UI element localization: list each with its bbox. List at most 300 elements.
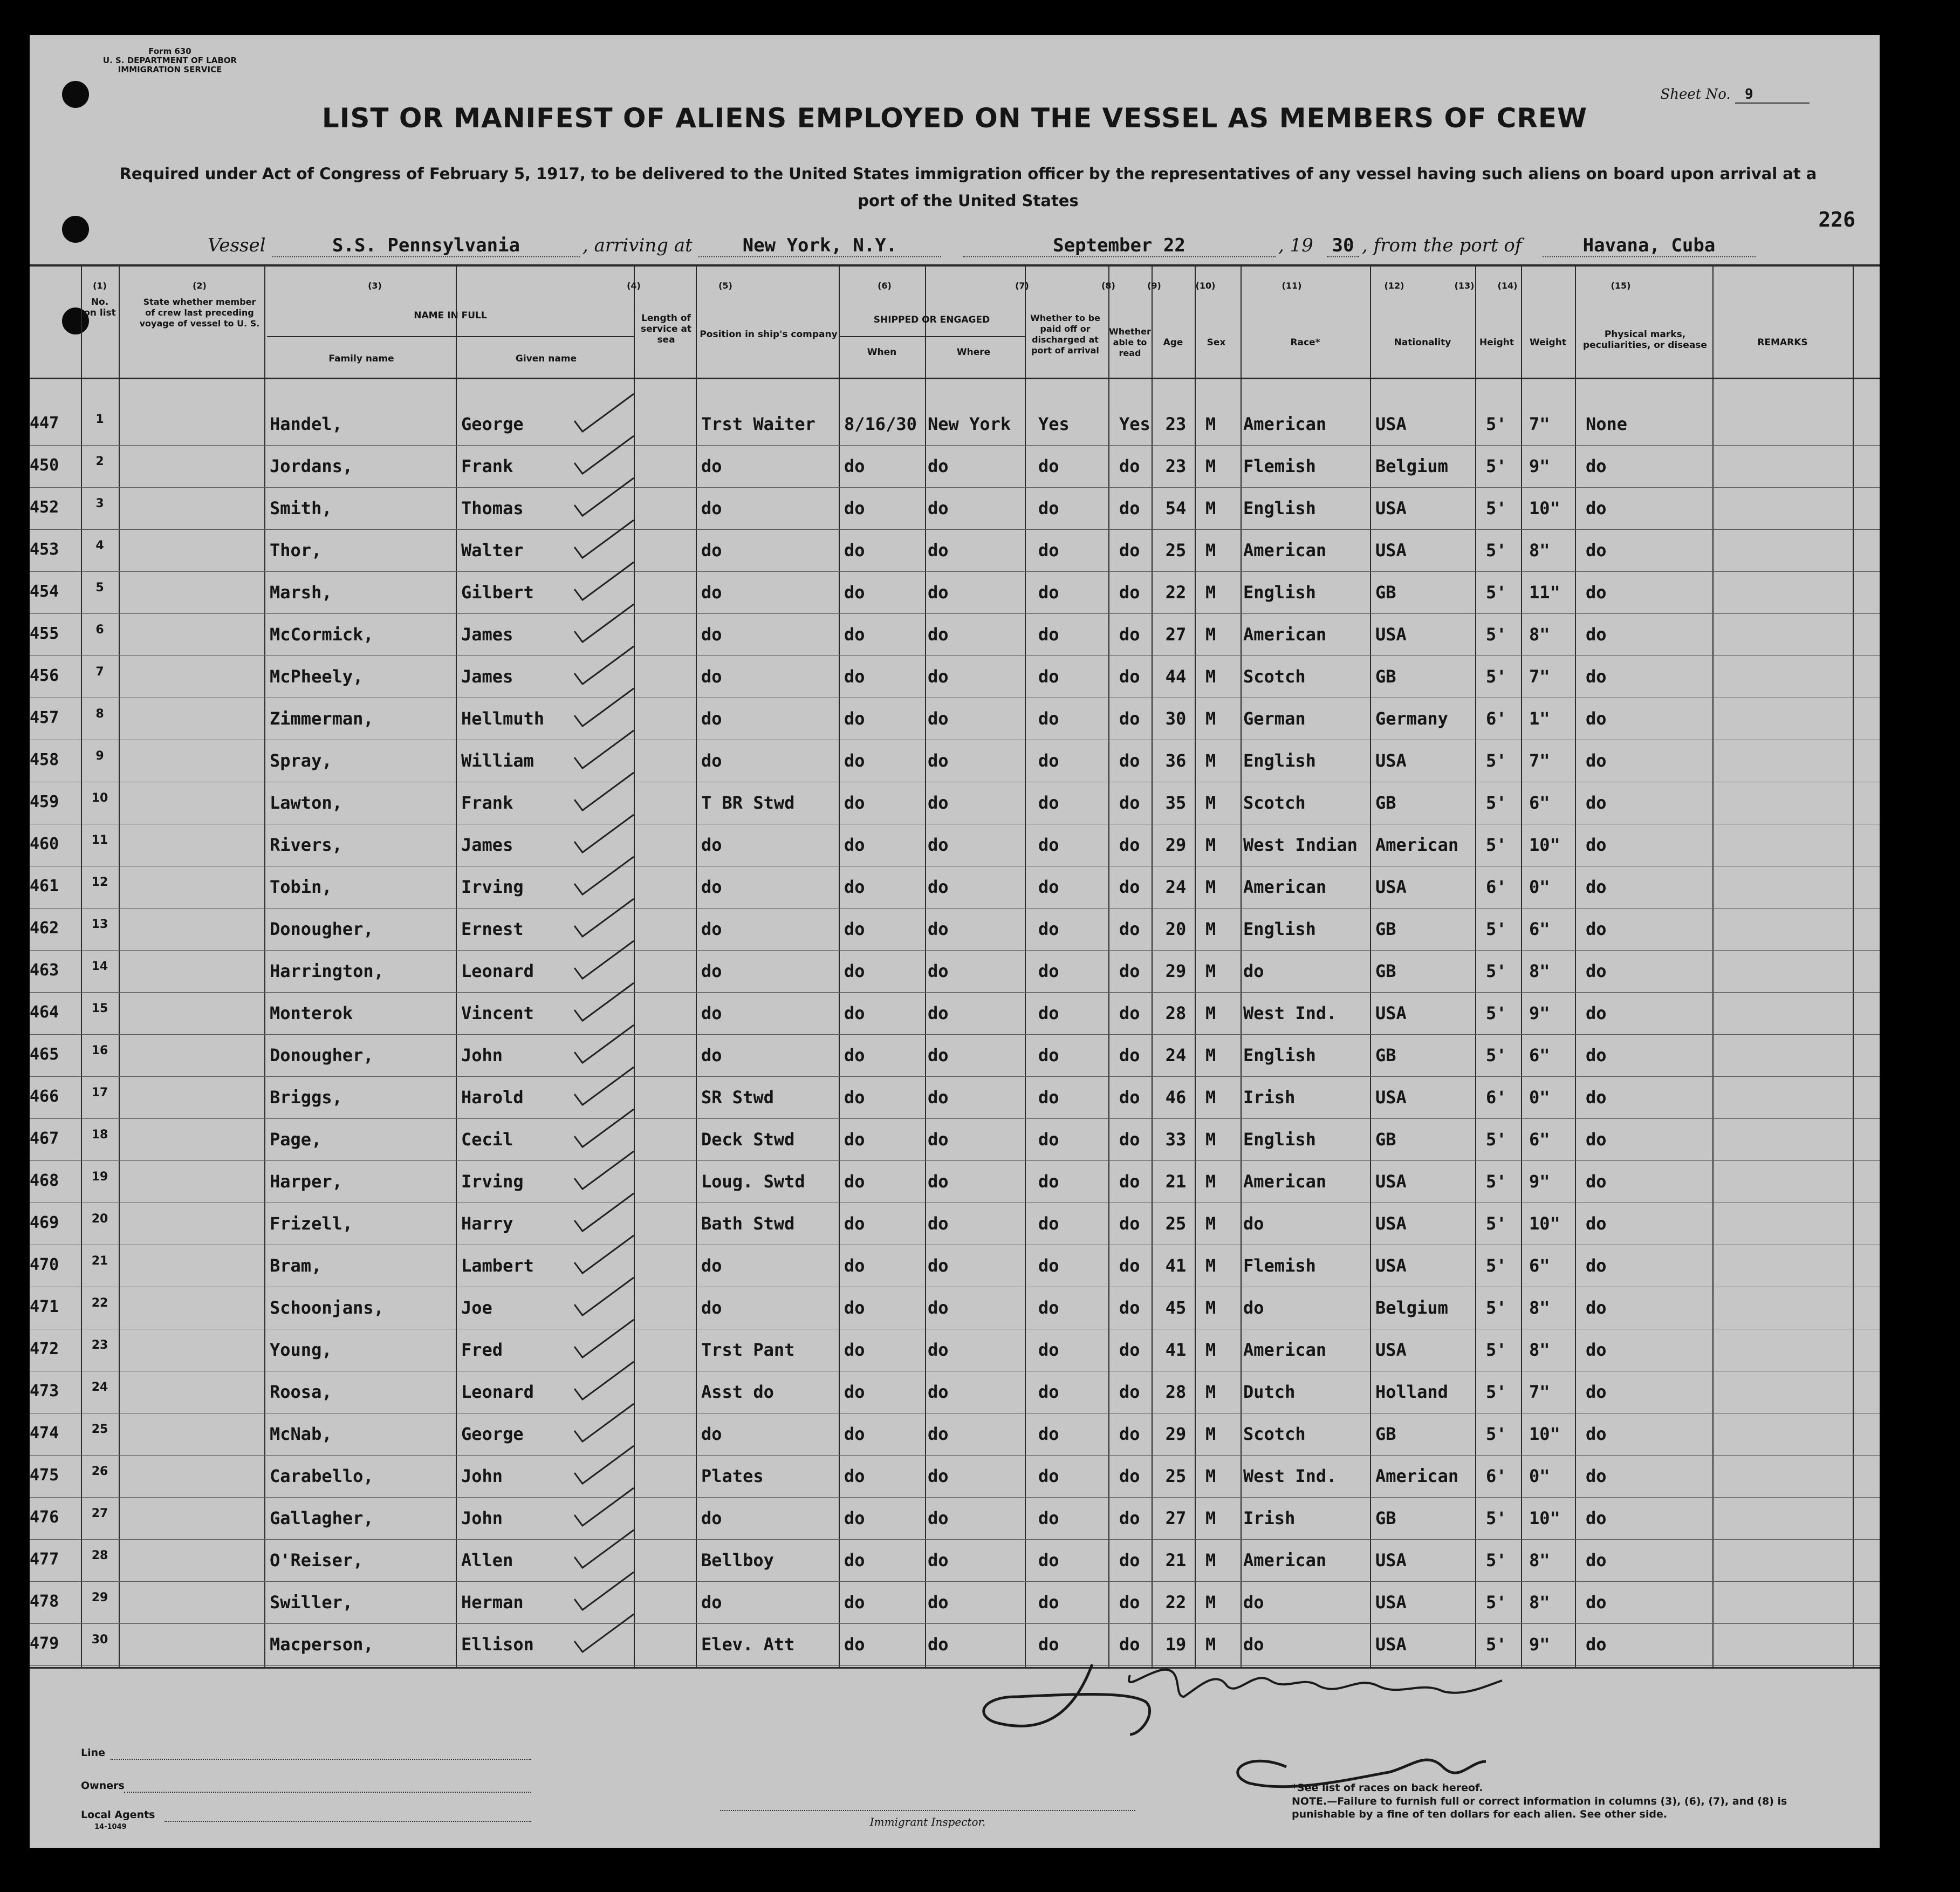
margin-number: 460 — [30, 835, 59, 853]
header-paid-off: Whether to be paid off or discharged at port of arrival — [1030, 313, 1100, 356]
height: 5' — [1486, 1382, 1507, 1402]
family-name: Bram, — [270, 1255, 322, 1276]
position: Deck Stwd — [701, 1129, 795, 1150]
position: Asst do — [701, 1382, 774, 1402]
able-to-read: do — [1119, 1087, 1140, 1108]
col-13-number: (13) — [1454, 281, 1475, 291]
header-remarks: REMARKS — [1757, 337, 1808, 348]
document-title: LIST OR MANIFEST OF ALIENS EMPLOYED ON THE VESSEL AS MEMBERS OF CREW — [321, 103, 1588, 134]
row-rule — [30, 908, 1880, 909]
department-name: U. S. DEPARTMENT OF LABOR — [102, 56, 237, 65]
shipped-where: do — [928, 961, 949, 981]
col-11-number: (11) — [1281, 281, 1302, 291]
given-name: Irving — [461, 877, 524, 897]
weight: 6" — [1529, 1129, 1550, 1150]
paid-off: do — [1038, 1424, 1059, 1444]
shipped-when: do — [844, 1382, 865, 1402]
shipped-where: do — [928, 835, 949, 855]
row-number: 6 — [95, 623, 104, 637]
sex: M — [1205, 1129, 1216, 1150]
sex: M — [1205, 1466, 1216, 1486]
height: 5' — [1486, 540, 1507, 561]
position: do — [701, 1255, 722, 1276]
header-height: Height — [1479, 337, 1514, 348]
able-to-read: do — [1119, 877, 1140, 897]
nationality: Belgium — [1375, 456, 1448, 476]
weight: 10" — [1529, 498, 1560, 518]
signature — [968, 1643, 1626, 1805]
paid-off: do — [1038, 1592, 1059, 1613]
sex: M — [1205, 1592, 1216, 1613]
check-mark — [569, 1443, 645, 1486]
shipped-where: do — [928, 919, 949, 939]
col-4-number: (4) — [627, 281, 641, 291]
given-name: George — [461, 414, 524, 434]
row-rule — [30, 571, 1880, 572]
height: 5' — [1486, 1003, 1507, 1023]
paid-off: do — [1038, 1255, 1059, 1276]
race: West Ind. — [1243, 1466, 1337, 1486]
race: do — [1243, 1297, 1264, 1318]
able-to-read: do — [1119, 1508, 1140, 1528]
position: Plates — [701, 1466, 764, 1486]
header-subrule — [456, 345, 457, 378]
paid-off: do — [1038, 1508, 1059, 1528]
age: 27 — [1165, 624, 1187, 645]
margin-number: 469 — [30, 1213, 59, 1232]
weight: 8" — [1529, 1340, 1550, 1360]
header-subrule — [267, 336, 634, 337]
age: 41 — [1165, 1255, 1187, 1276]
sheet-number-label: Sheet No. — [1660, 86, 1731, 103]
margin-number: 454 — [30, 582, 59, 601]
row-rule — [30, 950, 1880, 951]
family-name: McCormick, — [270, 624, 374, 645]
margin-number: 463 — [30, 961, 59, 980]
col-8-number: (8) — [1101, 281, 1115, 291]
shipped-where: do — [928, 1340, 949, 1360]
header-able-read: Whether able to read — [1109, 326, 1151, 358]
shipped-when: do — [844, 456, 865, 476]
margin-number: 467 — [30, 1129, 59, 1148]
family-name: Handel, — [270, 414, 342, 434]
family-name: Donougher, — [270, 919, 374, 939]
nationality: American — [1375, 1466, 1459, 1486]
race: Scotch — [1243, 793, 1306, 813]
shipped-where: do — [928, 1424, 949, 1444]
weight: 9" — [1529, 1634, 1550, 1655]
column-rule — [839, 264, 840, 1667]
weight: 10" — [1529, 1508, 1560, 1528]
punch-hole — [62, 216, 89, 243]
sex: M — [1205, 624, 1216, 645]
weight: 9" — [1529, 1003, 1550, 1023]
height: 5' — [1486, 582, 1507, 603]
physical-marks: do — [1586, 498, 1607, 518]
nationality: USA — [1375, 624, 1407, 645]
paid-off: do — [1038, 1550, 1059, 1570]
sex: M — [1205, 919, 1216, 939]
sex: M — [1205, 961, 1216, 981]
shipped-where: do — [928, 1297, 949, 1318]
sex: M — [1205, 1003, 1216, 1023]
row-number: 26 — [91, 1465, 108, 1478]
height: 5' — [1486, 624, 1507, 645]
paid-off: do — [1038, 1087, 1059, 1108]
shipped-when: do — [844, 1003, 865, 1023]
sex: M — [1205, 1340, 1216, 1360]
family-name: Swiller, — [270, 1592, 353, 1613]
height: 6' — [1486, 1466, 1507, 1486]
height: 5' — [1486, 456, 1507, 476]
row-rule — [30, 1118, 1880, 1119]
family-name: Smith, — [270, 498, 332, 518]
col-3-number: (3) — [368, 281, 382, 291]
shipped-where: do — [928, 1550, 949, 1570]
race: do — [1243, 1634, 1264, 1655]
height: 5' — [1486, 919, 1507, 939]
nationality: USA — [1375, 1087, 1407, 1108]
column-rule — [1241, 264, 1242, 1667]
race: Dutch — [1243, 1382, 1296, 1402]
nationality: USA — [1375, 1003, 1407, 1023]
paid-off: do — [1038, 708, 1059, 729]
year-prefix: , 19 — [1278, 235, 1313, 256]
agents-label: Local Agents — [81, 1809, 155, 1821]
check-mark — [569, 1022, 645, 1065]
shipped-where: do — [928, 750, 949, 771]
age: 24 — [1165, 1045, 1187, 1065]
weight: 1" — [1529, 708, 1550, 729]
sex: M — [1205, 1508, 1216, 1528]
check-mark — [569, 475, 645, 518]
check-mark — [569, 938, 645, 981]
weight: 6" — [1529, 919, 1550, 939]
row-rule — [30, 1497, 1880, 1498]
given-name: Leonard — [461, 961, 534, 981]
age: 46 — [1165, 1087, 1187, 1108]
age: 23 — [1165, 414, 1187, 434]
physical-marks: do — [1586, 1508, 1607, 1528]
family-name: Page, — [270, 1129, 322, 1150]
race: American — [1243, 1550, 1327, 1570]
column-rule — [1108, 264, 1109, 1667]
physical-marks: do — [1586, 666, 1607, 687]
column-rule — [1195, 264, 1196, 1667]
height: 5' — [1486, 961, 1507, 981]
check-mark — [569, 1569, 645, 1613]
nationality: GB — [1375, 919, 1396, 939]
able-to-read: do — [1119, 919, 1140, 939]
able-to-read: Yes — [1119, 414, 1150, 434]
physical-marks: do — [1586, 750, 1607, 771]
shipped-when: 8/16/30 — [844, 414, 917, 434]
paid-off: do — [1038, 624, 1059, 645]
given-name: James — [461, 666, 513, 687]
able-to-read: do — [1119, 835, 1140, 855]
row-rule — [30, 1034, 1880, 1035]
position: Bellboy — [701, 1550, 774, 1570]
row-number: 29 — [91, 1591, 108, 1604]
shipped-where: do — [928, 1213, 949, 1234]
check-mark — [569, 812, 645, 855]
row-rule — [30, 1539, 1880, 1540]
shipped-where: do — [928, 540, 949, 561]
row-number: 1 — [95, 413, 104, 426]
weight: 6" — [1529, 1255, 1550, 1276]
paid-off: do — [1038, 1466, 1059, 1486]
nationality: Holland — [1375, 1382, 1448, 1402]
position: do — [701, 624, 722, 645]
row-number: 27 — [91, 1507, 108, 1520]
sex: M — [1205, 1213, 1216, 1234]
shipped-where: do — [928, 666, 949, 687]
position: Loug. Swtd — [701, 1171, 805, 1192]
age: 41 — [1165, 1340, 1187, 1360]
check-mark — [569, 1485, 645, 1528]
able-to-read: do — [1119, 540, 1140, 561]
margin-number: 455 — [30, 624, 59, 643]
check-mark — [569, 1149, 645, 1192]
age: 21 — [1165, 1550, 1187, 1570]
service-name: IMMIGRATION SERVICE — [118, 65, 222, 74]
height: 5' — [1486, 1171, 1507, 1192]
family-name: Carabello, — [270, 1466, 374, 1486]
weight: 6" — [1529, 1045, 1550, 1065]
row-rule — [30, 1160, 1880, 1161]
race: Irish — [1243, 1087, 1296, 1108]
paid-off: do — [1038, 1297, 1059, 1318]
margin-number: 462 — [30, 919, 59, 938]
col-7-number: (7) — [1015, 281, 1029, 291]
physical-marks: do — [1586, 1466, 1607, 1486]
column-rule — [925, 264, 926, 1667]
vessel-label: Vessel — [208, 235, 266, 256]
family-name: Gallagher, — [270, 1508, 374, 1528]
given-name: Frank — [461, 793, 513, 813]
shipped-where: do — [928, 708, 949, 729]
family-name: Jordans, — [270, 456, 353, 476]
margin-number: 453 — [30, 540, 59, 559]
paid-off: do — [1038, 1129, 1059, 1150]
row-rule — [30, 613, 1880, 614]
col-14-number: (14) — [1497, 281, 1518, 291]
column-rule — [1575, 264, 1576, 1667]
given-name: Walter — [461, 540, 524, 561]
race: American — [1243, 624, 1327, 645]
sex: M — [1205, 1297, 1216, 1318]
able-to-read: do — [1119, 1592, 1140, 1613]
sex: M — [1205, 456, 1216, 476]
sex: M — [1205, 666, 1216, 687]
margin-number: 457 — [30, 708, 59, 727]
paid-off: do — [1038, 582, 1059, 603]
given-name: John — [461, 1466, 503, 1486]
header-physical-marks: Physical marks, peculiarities, or disease — [1583, 329, 1707, 351]
physical-marks: do — [1586, 1171, 1607, 1192]
able-to-read: do — [1119, 961, 1140, 981]
departure-port: Havana, Cuba — [1543, 235, 1756, 257]
position: Bath Stwd — [701, 1213, 795, 1234]
family-name: Spray, — [270, 750, 332, 771]
nationality: USA — [1375, 498, 1407, 518]
form-number: Form 630 — [148, 46, 191, 56]
row-number: 14 — [91, 960, 108, 973]
nationality: Belgium — [1375, 1297, 1448, 1318]
weight: 7" — [1529, 666, 1550, 687]
margin-number: 447 — [30, 414, 59, 433]
paid-off: Yes — [1038, 414, 1070, 434]
row-number: 2 — [95, 455, 104, 468]
sex: M — [1205, 835, 1216, 855]
paid-off: do — [1038, 540, 1059, 561]
family-name: Thor, — [270, 540, 322, 561]
position: do — [701, 750, 722, 771]
sex: M — [1205, 1550, 1216, 1570]
row-rule — [30, 992, 1880, 993]
check-mark — [569, 433, 645, 476]
height: 5' — [1486, 1424, 1507, 1444]
paid-off: do — [1038, 1382, 1059, 1402]
shipped-when: do — [844, 1634, 865, 1655]
age: 25 — [1165, 1213, 1187, 1234]
height: 5' — [1486, 1255, 1507, 1276]
col-15-number: (15) — [1611, 281, 1631, 291]
family-name: Schoonjans, — [270, 1297, 384, 1318]
given-name: Fred — [461, 1340, 503, 1360]
sex: M — [1205, 1171, 1216, 1192]
age: 24 — [1165, 877, 1187, 897]
able-to-read: do — [1119, 750, 1140, 771]
check-mark — [569, 559, 645, 603]
family-name: O'Reiser, — [270, 1550, 364, 1570]
row-number: 9 — [95, 749, 104, 763]
row-number: 23 — [91, 1338, 108, 1352]
nationality: GB — [1375, 793, 1396, 813]
shipped-where: do — [928, 582, 949, 603]
given-name: Herman — [461, 1592, 524, 1613]
physical-marks: do — [1586, 793, 1607, 813]
height: 5' — [1486, 1592, 1507, 1613]
check-mark — [569, 1317, 645, 1360]
given-name: Hellmuth — [461, 708, 545, 729]
position: do — [701, 1297, 722, 1318]
shipped-when: do — [844, 624, 865, 645]
physical-marks: do — [1586, 1382, 1607, 1402]
shipped-where: do — [928, 456, 949, 476]
family-name: McPheely, — [270, 666, 364, 687]
paid-off: do — [1038, 666, 1059, 687]
nationality: USA — [1375, 1550, 1407, 1570]
physical-marks: do — [1586, 1213, 1607, 1234]
able-to-read: do — [1119, 1255, 1140, 1276]
family-name: Lawton, — [270, 793, 342, 813]
line-field — [111, 1759, 531, 1760]
position: do — [701, 1003, 722, 1023]
physical-marks: do — [1586, 1634, 1607, 1655]
race: English — [1243, 582, 1316, 603]
shipped-where: do — [928, 1045, 949, 1065]
age: 54 — [1165, 498, 1187, 518]
position: do — [701, 919, 722, 939]
shipped-where: do — [928, 1634, 949, 1655]
col-9-number: (9) — [1147, 281, 1161, 291]
weight: 10" — [1529, 1213, 1560, 1234]
shipped-where: do — [928, 498, 949, 518]
vessel-name: S.S. Pennsylvania — [272, 235, 580, 257]
paid-off: do — [1038, 1045, 1059, 1065]
sex: M — [1205, 750, 1216, 771]
nationality: USA — [1375, 1340, 1407, 1360]
shipped-when: do — [844, 961, 865, 981]
able-to-read: do — [1119, 1129, 1140, 1150]
height: 5' — [1486, 1634, 1507, 1655]
height: 5' — [1486, 750, 1507, 771]
col-6-number: (6) — [878, 281, 892, 291]
margin-number: 479 — [30, 1634, 59, 1653]
shipped-when: do — [844, 1255, 865, 1276]
column-rule — [1025, 264, 1026, 1667]
height: 5' — [1486, 1508, 1507, 1528]
check-mark — [569, 1106, 645, 1150]
weight: 9" — [1529, 456, 1550, 476]
able-to-read: do — [1119, 1382, 1140, 1402]
shipped-when: do — [844, 1424, 865, 1444]
position: do — [701, 708, 722, 729]
header-where: Where — [956, 347, 991, 358]
height: 6' — [1486, 1087, 1507, 1108]
margin-number: 459 — [30, 793, 59, 811]
sex: M — [1205, 1424, 1216, 1444]
owners-field — [124, 1792, 531, 1793]
age: 30 — [1165, 708, 1187, 729]
shipped-where: do — [928, 1171, 949, 1192]
row-number: 21 — [91, 1254, 108, 1268]
nationality: USA — [1375, 1592, 1407, 1613]
header-weight: Weight — [1530, 337, 1566, 348]
paid-off: do — [1038, 456, 1059, 476]
nationality: Germany — [1375, 708, 1448, 729]
header-sex: Sex — [1207, 337, 1226, 348]
check-mark — [569, 770, 645, 813]
margin-number: 458 — [30, 750, 59, 769]
weight: 0" — [1529, 1087, 1550, 1108]
margin-number: 470 — [30, 1255, 59, 1274]
margin-number: 452 — [30, 498, 59, 517]
age: 28 — [1165, 1382, 1187, 1402]
family-name: McNab, — [270, 1424, 332, 1444]
line-label: Line — [81, 1747, 106, 1759]
arrival-port: New York, N.Y. — [698, 235, 941, 257]
col-2-number: (2) — [193, 281, 207, 291]
family-name: Harrington, — [270, 961, 384, 981]
family-name: Young, — [270, 1340, 332, 1360]
row-number: 17 — [91, 1086, 108, 1099]
height: 5' — [1486, 835, 1507, 855]
column-rule — [1152, 264, 1153, 1667]
margin-number: 476 — [30, 1508, 59, 1527]
table-top-rule — [30, 264, 1880, 267]
sex: M — [1205, 1634, 1216, 1655]
header-nationality: Nationality — [1394, 337, 1451, 348]
position: do — [701, 961, 722, 981]
position: do — [701, 1045, 722, 1065]
row-number: 20 — [91, 1212, 108, 1226]
margin-number: 456 — [30, 666, 59, 685]
margin-number: 478 — [30, 1592, 59, 1611]
age: 23 — [1165, 456, 1187, 476]
nationality: GB — [1375, 1045, 1396, 1065]
